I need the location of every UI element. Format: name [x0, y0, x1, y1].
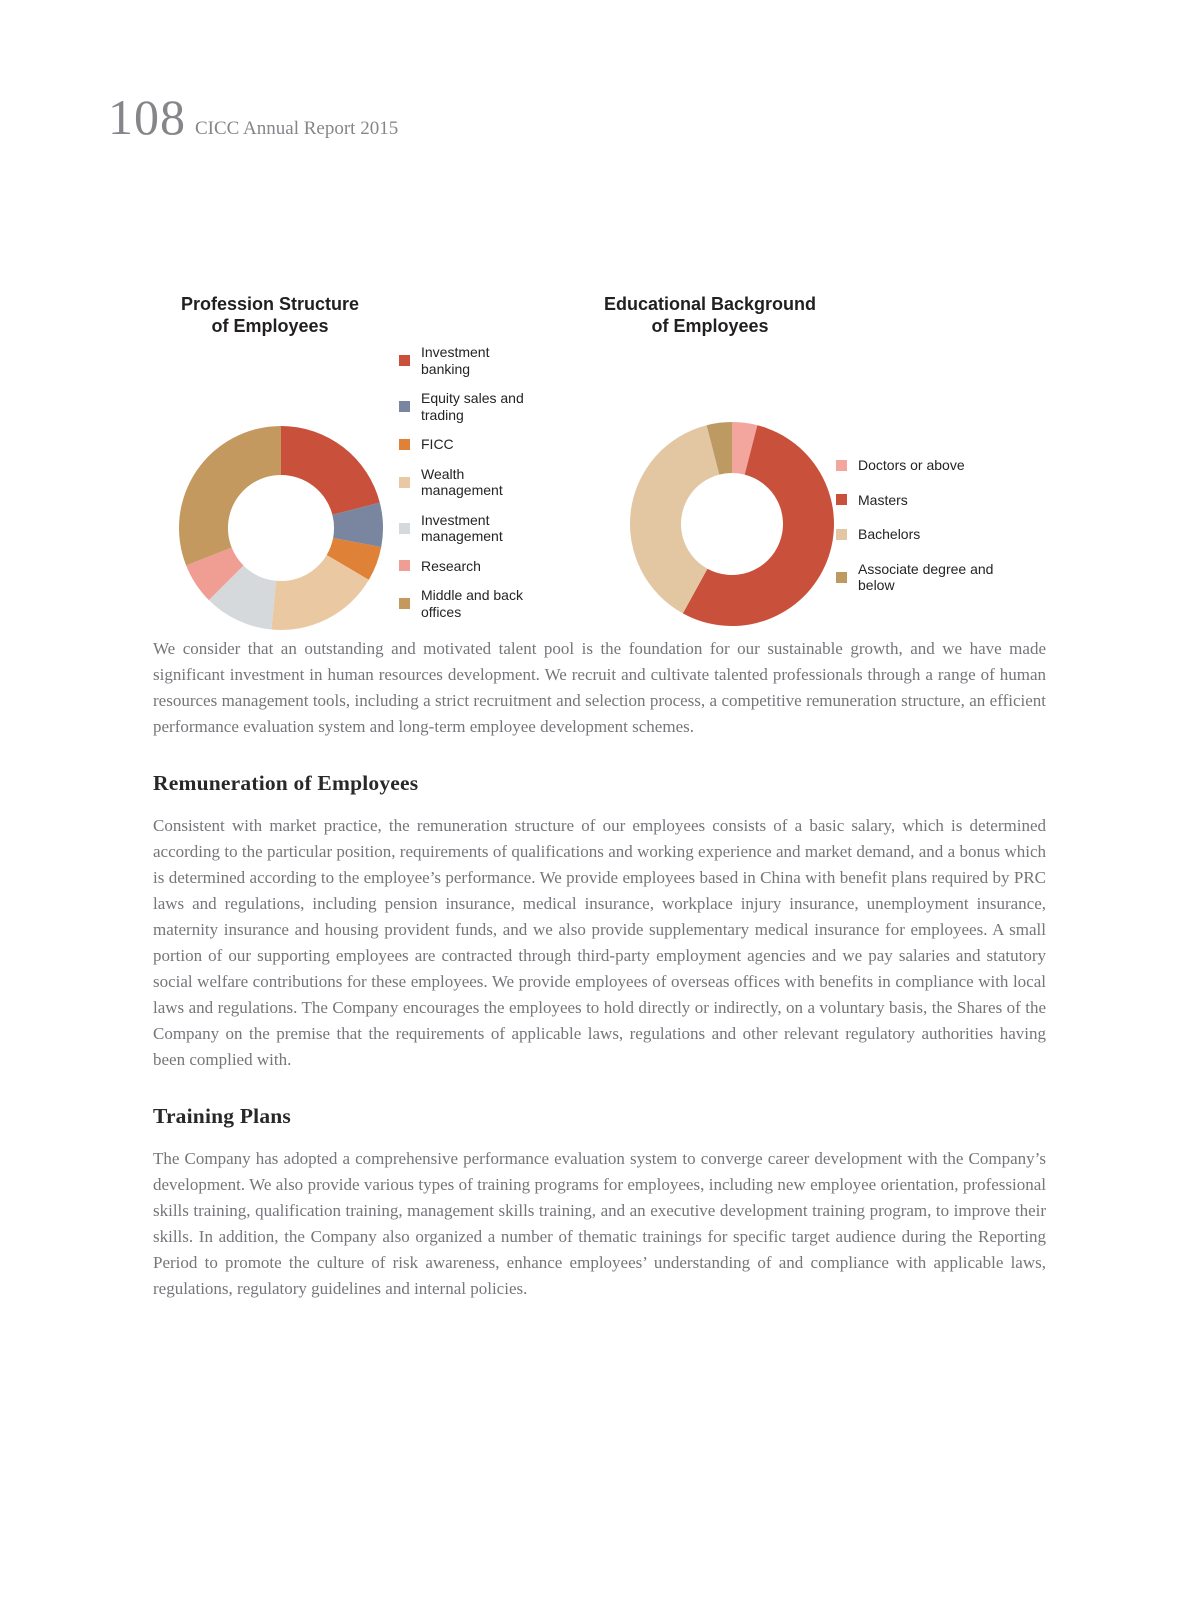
legend-item-doctors-or-above	[836, 457, 1001, 474]
profession-chart-title-line1: Profession Structure	[180, 294, 360, 314]
page-number: 108	[108, 89, 186, 145]
legend-label: Wealth management	[421, 465, 503, 498]
legend-swatch-icon	[836, 529, 847, 540]
legend-item-middle-and-back-offices	[399, 587, 534, 620]
legend-label: Doctors or above	[858, 457, 965, 473]
report-title: CICC Annual Report 2015	[195, 118, 399, 139]
donut-slice-investment-banking	[281, 426, 380, 515]
intro-paragraph: We consider that an outstanding and motivated talent pool is the foundation for our sustainable growth, and we have made significant investment in human resources development. We recruit and cultivate talented professionals through a range of human resources management tools, including a strict recruitment and selection process, a competitive remuneration structure, an efficient performance evaluation system and long-term employee development schemes.	[153, 639, 1046, 736]
legend-swatch-icon	[836, 494, 847, 505]
legend-label: Equity sales and trading	[421, 390, 524, 423]
legend-item-research	[399, 558, 534, 575]
legend-item-investment-banking	[399, 344, 534, 377]
legend-swatch-icon	[399, 523, 410, 534]
legend-item-masters	[836, 492, 1001, 509]
legend-label: FICC	[421, 436, 454, 452]
legend-label: Masters	[858, 491, 908, 508]
legend-swatch-icon	[399, 598, 410, 609]
legend-item-wealth-management	[399, 466, 534, 499]
legend-item-investment-management	[399, 512, 534, 545]
legend-label: Bachelors	[858, 526, 921, 542]
education-chart-legend	[836, 457, 1001, 594]
legend-label: Investment banking	[421, 344, 490, 377]
legend-swatch-icon	[399, 560, 410, 571]
education-donut-chart	[629, 421, 835, 627]
remuneration-heading: Remuneration of Employees	[153, 771, 419, 795]
profession-chart-legend	[399, 344, 534, 620]
legend-swatch-icon	[836, 572, 847, 583]
page-header	[108, 88, 398, 146]
legend-item-bachelors	[836, 526, 1001, 543]
legend-label: Investment management	[421, 511, 503, 544]
legend-swatch-icon	[399, 439, 410, 450]
legend-label: Research	[421, 557, 481, 574]
profession-chart-title-line2: of Employees	[211, 316, 329, 336]
remuneration-paragraph: Consistent with market practice, the remuneration structure of our employees consists of a basic salary, which is determined according to the particular position, requirements of qualifications and working experience and market demand, and a bonus which is determined according to the employee’s performance. We provide employees based in China with benefit plans required by PRC laws and regulations, including pension insurance, medical insurance, workplace injury insurance, unemployment insurance, maternity insurance and housing provident funds, and we also provide supplementary medical insurance for employees. A small portion of our supporting employees are contracted through third-party employment agencies and we pay salaries and statutory social welfare contributions for these employees. We provide employees of overseas offices with benefits in compliance with local laws and regulations. The Company encourages the employees to hold directly or indirectly, on a voluntary basis, the Shares of the Company on the premise that the requirements of applicable laws, regulations and other relevant regulatory authorities having been complied with.	[153, 816, 1046, 1069]
text-body	[153, 636, 1046, 1302]
legend-swatch-icon	[399, 401, 410, 412]
profession-donut-chart	[178, 425, 384, 631]
legend-swatch-icon	[399, 477, 410, 488]
education-chart-title-line2: of Employees	[651, 316, 769, 336]
profession-chart-title	[135, 293, 405, 337]
education-chart-title	[570, 293, 850, 337]
legend-swatch-icon	[836, 460, 847, 471]
legend-item-ficc	[399, 436, 534, 453]
legend-item-associate-degree-and-below	[836, 561, 1001, 594]
training-heading: Training Plans	[153, 1104, 292, 1128]
training-paragraph: The Company has adopted a comprehensive performance evaluation system to converge career development with the Company’s development. We also provide various types of training programs for employees, including new employee orientation, professional skills training, qualification training, management skills training, and an executive development training program, to improve their skills. In addition, the Company also organized a number of thematic trainings for specific target audience during the Reporting Period to promote the culture of risk awareness, enhance employees’ understanding of and compliance with applicable laws, regulations, regulatory guidelines and internal policies.	[153, 1149, 1046, 1298]
legend-label: Middle and back offices	[421, 587, 523, 620]
legend-swatch-icon	[399, 355, 410, 366]
legend-label: Associate degree and below	[858, 560, 994, 593]
education-chart-title-line1: Educational Background	[603, 294, 817, 314]
donut-slice-middle-and-back-offices	[179, 426, 281, 566]
legend-item-equity-sales-and-trading	[399, 390, 534, 423]
